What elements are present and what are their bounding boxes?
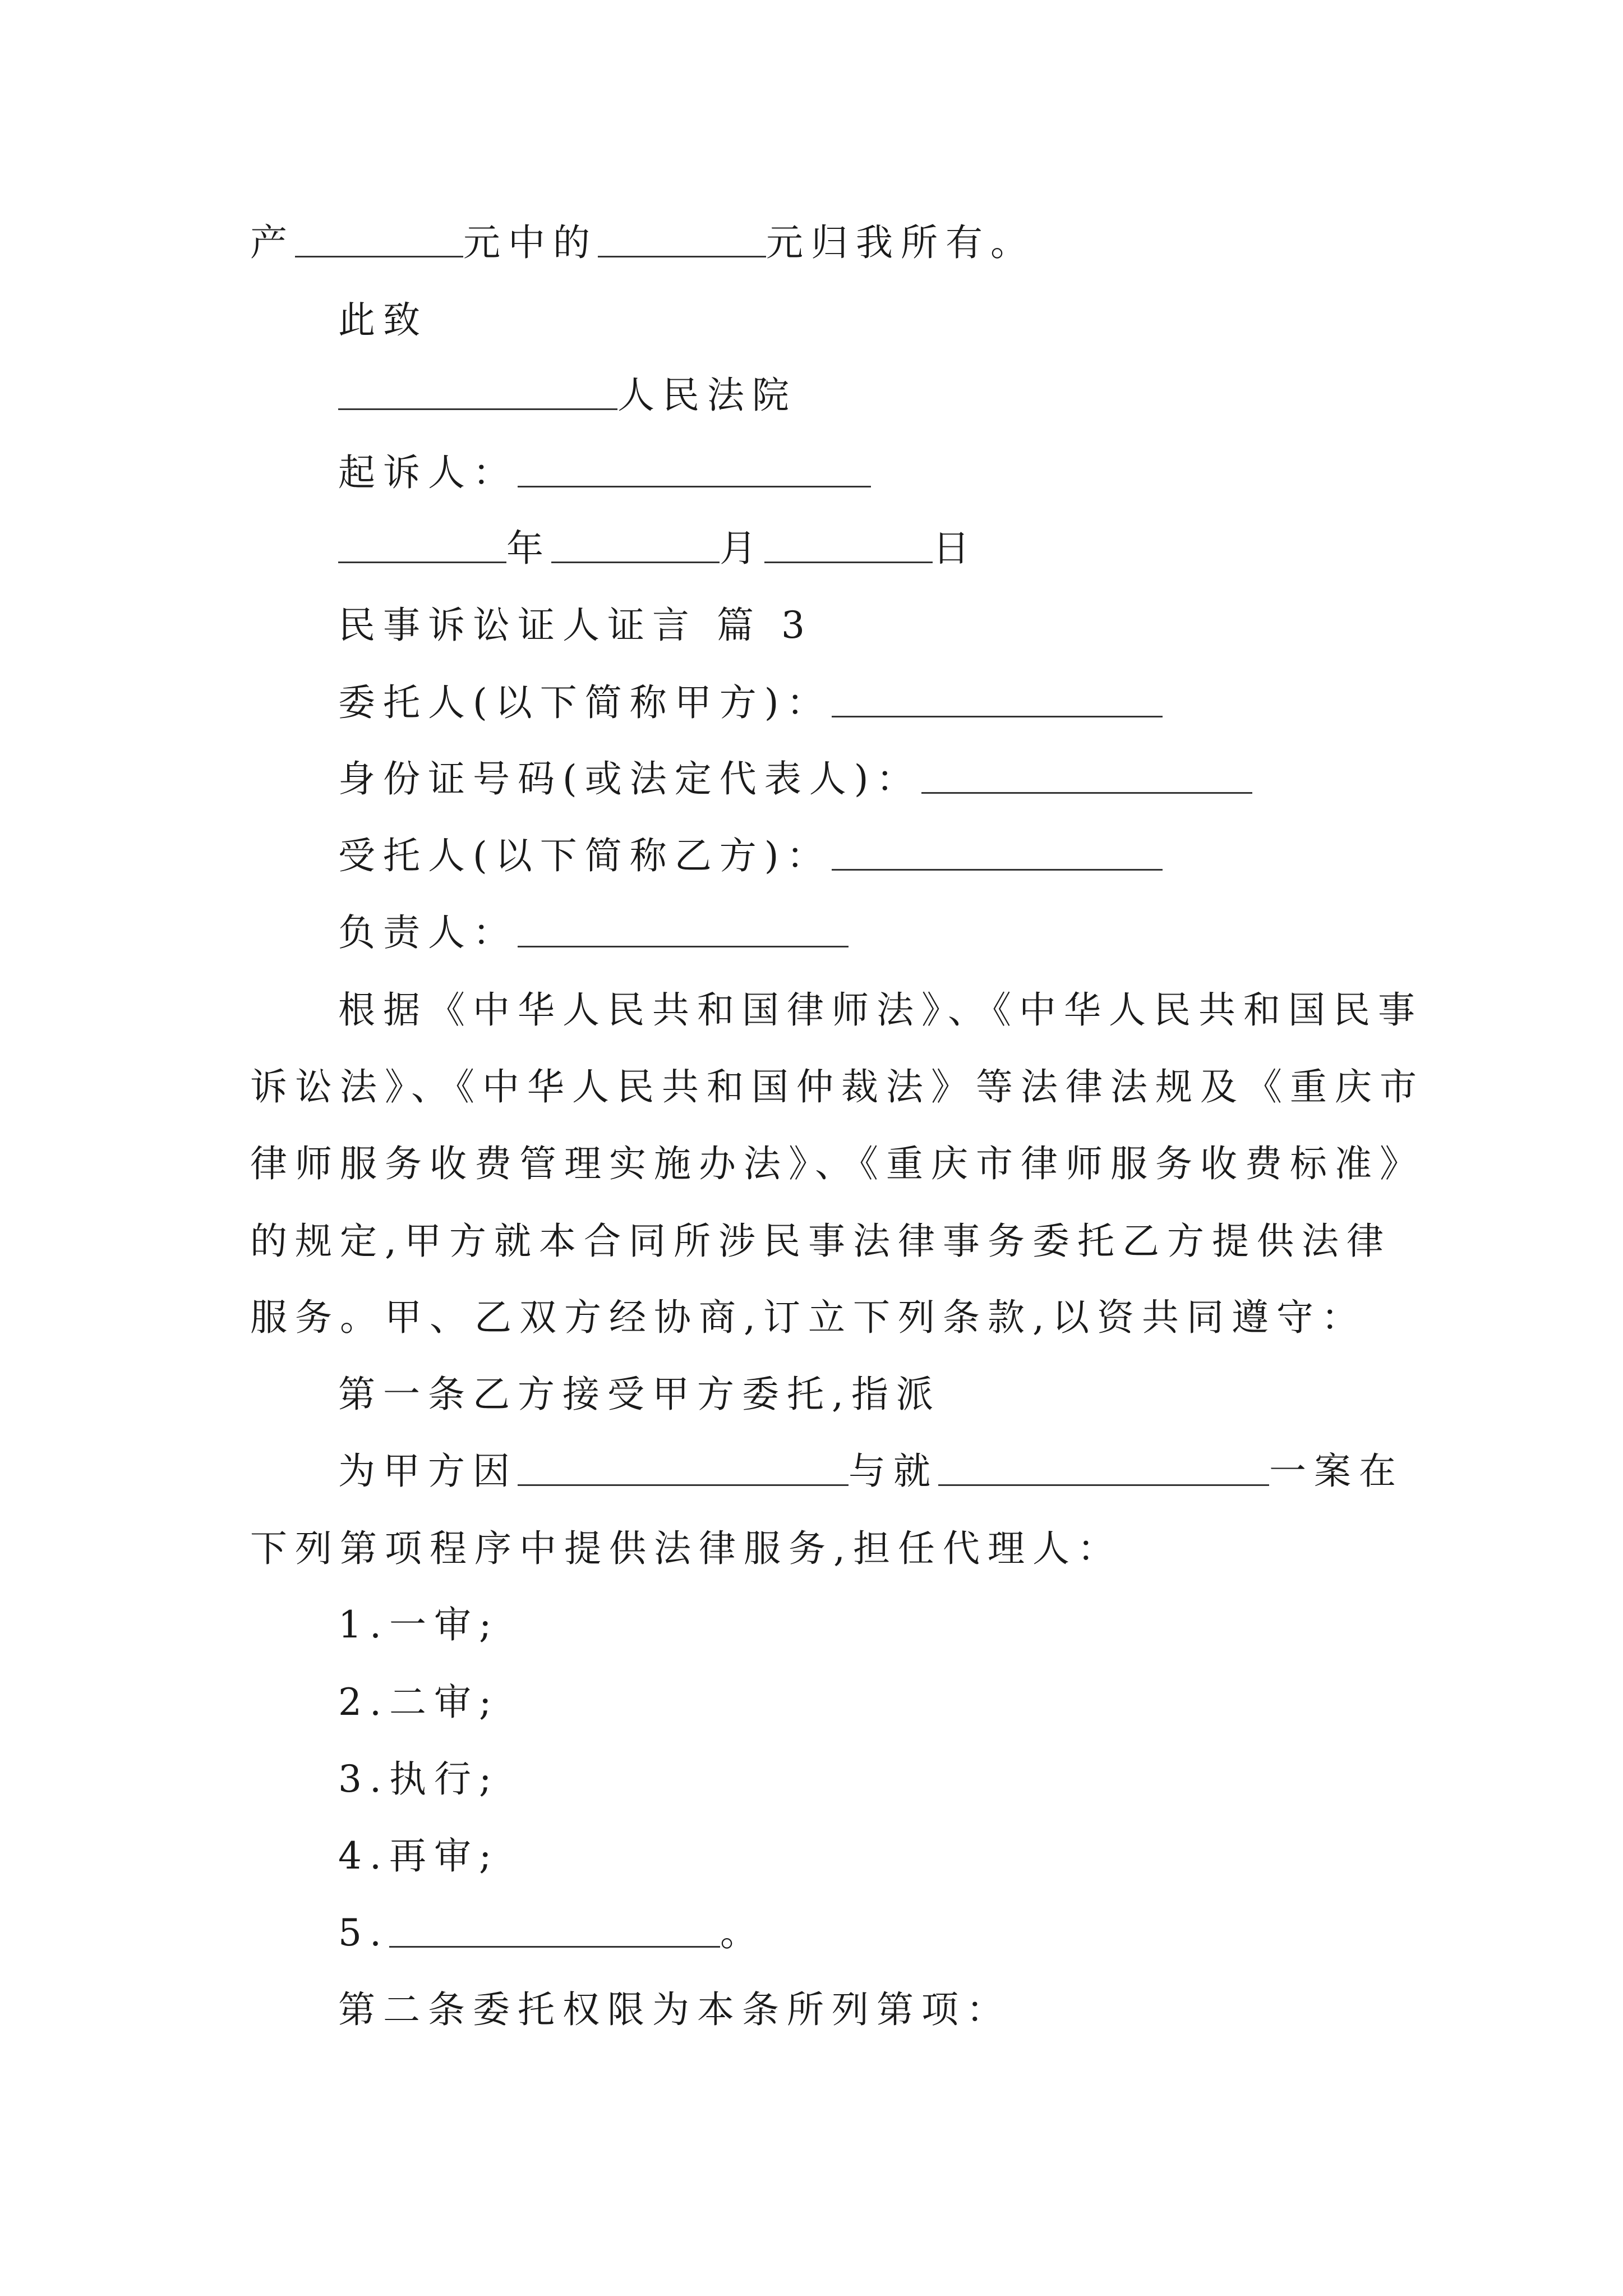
blank-field bbox=[551, 531, 720, 563]
court-line: 人民法院 bbox=[338, 377, 797, 414]
blank-field bbox=[921, 762, 1252, 794]
list-item: 5. 。 bbox=[338, 1911, 765, 1954]
paragraph-line: 律师服务收费管理实施办法》、《重庆市律师服务收费标准》 bbox=[250, 1142, 1424, 1185]
article-one: 第一条乙方接受甲方委托,指派 bbox=[338, 1373, 941, 1416]
blank-field bbox=[764, 531, 933, 563]
date-line: 年 月 日 bbox=[338, 530, 978, 567]
blank-field bbox=[338, 378, 617, 410]
section-heading: 民事诉讼证人证言 篇 3 bbox=[338, 604, 813, 647]
id-number-line: 身份证号码(或法定代表人)： bbox=[338, 761, 1252, 798]
list-item: 1.一审; bbox=[338, 1603, 500, 1646]
paragraph-line: 服务。甲、乙双方经协商,订立下列条款,以资共同遵守： bbox=[250, 1296, 1366, 1339]
list-item: 4.再审; bbox=[338, 1834, 500, 1878]
paragraph-line: 的规定,甲方就本合同所涉民事法律事务委托乙方提供法律 bbox=[250, 1220, 1391, 1263]
paragraph-line: 根据《中华人民共和国律师法》、《中华人民共和国民事 bbox=[338, 988, 1423, 1032]
case-line: 为甲方因 与就 一案在 bbox=[338, 1450, 1404, 1493]
blank-field bbox=[295, 226, 463, 257]
paragraph-line: 诉讼法》、《中华人民共和国仲裁法》等法律法规及《重庆市 bbox=[250, 1065, 1424, 1108]
blank-field bbox=[832, 685, 1163, 717]
blank-field bbox=[598, 226, 766, 257]
responsible-person-line: 负责人： bbox=[338, 914, 849, 951]
salutation: 此致 bbox=[338, 298, 428, 342]
blank-field bbox=[938, 1454, 1269, 1486]
blank-field bbox=[518, 915, 849, 947]
blank-field bbox=[518, 1454, 849, 1486]
blank-field bbox=[518, 455, 871, 487]
procedure-line: 下列第项程序中提供法律服务,担任代理人： bbox=[250, 1527, 1122, 1570]
blank-field bbox=[389, 1916, 720, 1948]
list-item: 2.二审; bbox=[338, 1681, 500, 1724]
blank-field bbox=[832, 839, 1163, 871]
client-line: 委托人(以下简称甲方)： bbox=[338, 684, 1163, 721]
plaintiff-line: 起诉人： bbox=[338, 454, 871, 491]
article-two: 第二条委托权限为本条所列第项： bbox=[338, 1988, 1011, 2031]
blank-field bbox=[338, 531, 506, 563]
line-property: 产 元中的 元归我所有。 bbox=[250, 221, 1035, 264]
list-item: 3.执行; bbox=[338, 1757, 500, 1801]
trustee-line: 受托人(以下简称乙方)： bbox=[338, 838, 1163, 875]
